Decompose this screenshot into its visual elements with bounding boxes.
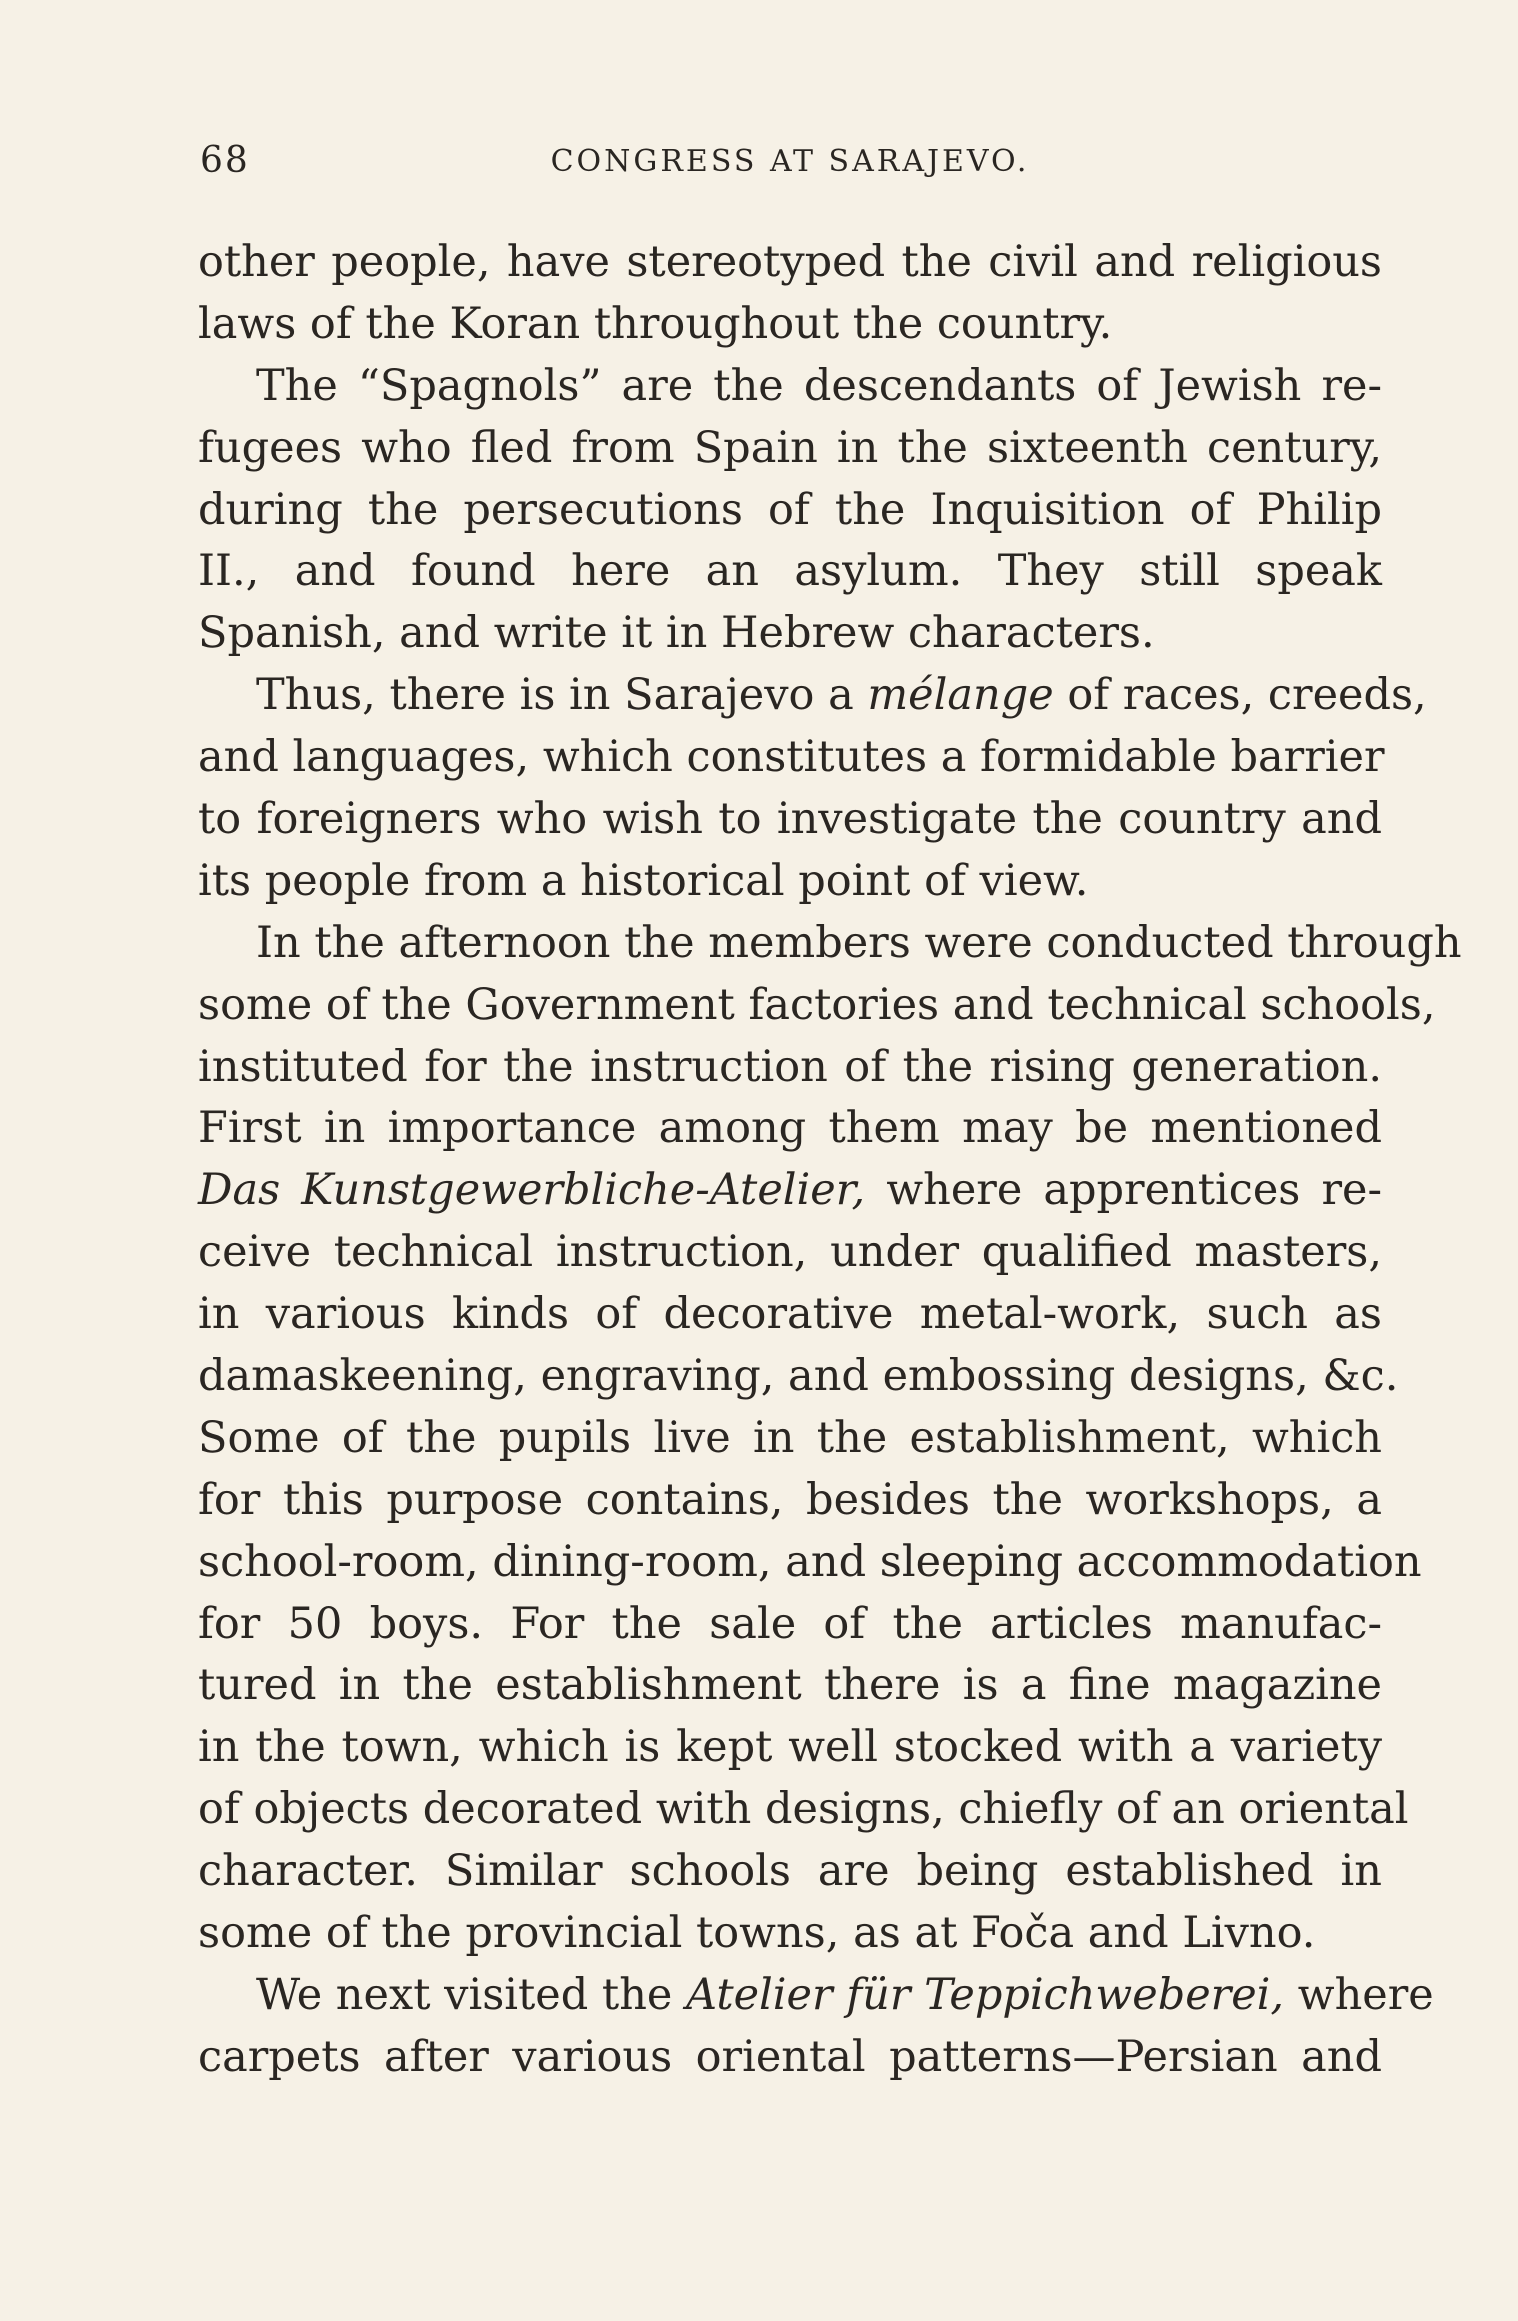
- text-line: some of the provincial towns, as at Foča and Livno.: [198, 1908, 1316, 1959]
- text-line: tured in the establishment there is a fine magazine: [198, 1660, 1382, 1711]
- page-number: 68: [200, 140, 250, 181]
- text-line: in the town, which is kept well stocked with a variety: [198, 1722, 1382, 1773]
- text-line: The “Spagnols” are the descendants of Jewish re-: [256, 360, 1382, 411]
- text-line: its people from a historical point of view.: [198, 855, 1089, 906]
- text-line: carpets after various oriental patterns—Persian and: [198, 2031, 1382, 2082]
- text-line: to foreigners who wish to investigate the country and: [198, 794, 1382, 845]
- text-line: Das Kunstgewerbliche-Atelier, where apprentices re-: [198, 1165, 1382, 1216]
- text-line: First in importance among them may be mentioned: [198, 1103, 1382, 1154]
- italic-term: mélange: [867, 670, 1054, 721]
- text-line: some of the Government factories and technical schools,: [198, 979, 1436, 1030]
- text-line: of objects decorated with designs, chiefly of an oriental: [198, 1784, 1409, 1835]
- running-title: CONGRESS AT SARAJEVO.: [550, 144, 1030, 179]
- body-text: [198, 232, 1462, 2089]
- text-line: during the persecutions of the Inquisition of Philip: [198, 484, 1382, 535]
- text-line: fugees who fled from Spain in the sixteenth century,: [198, 422, 1382, 473]
- text-line: instituted for the instruction of the rising generation.: [198, 1041, 1382, 1092]
- text-line: damaskeening, engraving, and embossing designs, &c.: [198, 1351, 1399, 1402]
- text-line: In the afternoon the members were conducted through: [256, 917, 1462, 968]
- text-line: II., and found here an asylum. They still speak: [198, 546, 1382, 597]
- text-line: for 50 boys. For the sale of the articles manufac-: [198, 1598, 1382, 1649]
- text-line: and languages, which constitutes a formidable barrier: [198, 732, 1385, 783]
- text-line: school-room, dining-room, and sleeping accommodation: [198, 1536, 1422, 1587]
- text-line: Thus, there is in Sarajevo a mélange of races, creeds,: [256, 670, 1427, 721]
- italic-term: Atelier für Teppichweberei,: [686, 1969, 1285, 2020]
- text-line: other people, have stereotyped the civil and religious: [198, 237, 1382, 287]
- text-line: for this purpose contains, besides the workshops, a: [198, 1474, 1382, 1525]
- text-line: in various kinds of decorative metal-work, such as: [198, 1289, 1382, 1340]
- page-header: [200, 140, 1380, 200]
- text-line: laws of the Koran throughout the country.: [198, 298, 1113, 349]
- text-line: Spanish, and write it in Hebrew characters.: [198, 608, 1155, 659]
- text-line: Some of the pupils live in the establishment, which: [198, 1412, 1382, 1463]
- text-line: character. Similar schools are being established in: [198, 1846, 1382, 1897]
- text-line: We next visited the Atelier für Teppichweberei, where: [256, 1969, 1434, 2020]
- text-line: ceive technical instruction, under qualified masters,: [198, 1227, 1382, 1278]
- italic-term: Das Kunstgewerbliche-Atelier,: [198, 1165, 866, 1216]
